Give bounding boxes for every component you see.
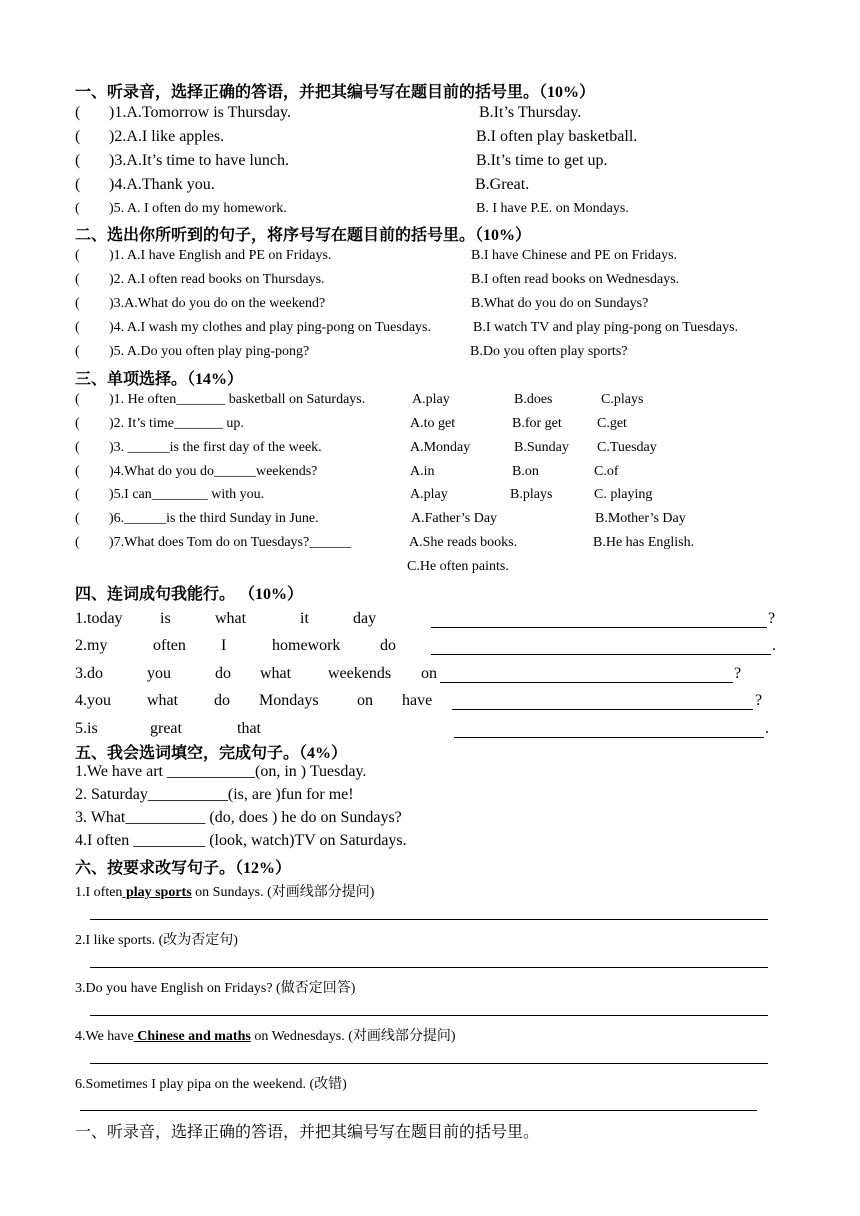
s4-q3-word: what (260, 665, 292, 682)
s3-q1: )1. He often_______ basketball on Saturdays. (109, 392, 366, 407)
s5-q2: 2. Saturday__________(is, are )fun for me! (75, 786, 354, 803)
s1-q5-b: B. I have P.E. on Mondays. (476, 201, 629, 216)
answer-line (90, 1015, 768, 1016)
s3-q3-c: C.Tuesday (597, 440, 657, 455)
s3-q6-a: A.Father’s Day (411, 511, 498, 526)
answer-line (90, 919, 768, 920)
paren: ( (75, 176, 81, 193)
s4-q5-word: 5.is (75, 720, 98, 737)
s3-q7: )7.What does Tom do on Tuesdays?______ (109, 535, 352, 550)
s1-q2-b: B.I often play basketball. (476, 128, 638, 145)
s6-q2: 2.I like sports. (改为否定句) (75, 933, 238, 948)
s1-q5-a: )5. A. I often do my homework. (109, 201, 287, 216)
s3-q1-c: C.plays (601, 392, 644, 407)
s6-q3: 3.Do you have English on Fridays? (做否定回答) (75, 981, 356, 996)
s1-q3-a: )3.A.It’s time to have lunch. (109, 152, 289, 169)
section-4-heading: 四、连词成句我能行。 （10%） (75, 586, 304, 603)
s2-q4-b: B.I watch TV and play ping-pong on Tuesdays. (473, 320, 739, 335)
answer-line (454, 737, 764, 738)
s4-q4-word: do (214, 692, 230, 709)
paren: ( (75, 416, 80, 431)
s4-q3-word: 3.do (75, 665, 103, 682)
s2-q5-b: B.Do you often play sports? (470, 344, 628, 359)
s2-q1-b: B.I have Chinese and PE on Fridays. (471, 248, 678, 263)
answer-line (80, 1110, 757, 1111)
paren: ( (75, 248, 80, 263)
paren: ( (75, 152, 81, 169)
s3-q4-a: A.in (410, 464, 435, 479)
s3-q7-c: C.He often paints. (407, 559, 509, 574)
paren: ( (75, 128, 81, 145)
s5-q1: 1.We have art ___________(on, in ) Tuesday. (75, 763, 367, 780)
s2-q1-a: )1. A.I have English and PE on Fridays. (109, 248, 332, 263)
s4-q2-end: . (772, 637, 776, 654)
s3-q2-a: A.to get (410, 416, 456, 431)
s3-q5-c: C. playing (594, 487, 653, 502)
s4-q4-word: Mondays (259, 692, 319, 709)
s1-q2-a: )2.A.I like apples. (109, 128, 225, 145)
footer-heading: 一、听录音，选择正确的答语，并把其编号写在题目前的括号里。 (75, 1124, 540, 1141)
s4-q4-word: 4.you (75, 692, 111, 709)
paren: ( (75, 320, 80, 335)
s4-q4-word: on (357, 692, 373, 709)
s4-q2-word: do (380, 637, 396, 654)
s4-q3-word: do (215, 665, 231, 682)
s3-q5-b: B.plays (510, 487, 553, 502)
answer-line (431, 654, 771, 655)
s4-q1-word: what (215, 610, 247, 627)
s2-q5-a: )5. A.Do you often play ping-pong? (109, 344, 310, 359)
s2-q3-b: B.What do you do on Sundays? (471, 296, 649, 311)
paren: ( (75, 201, 80, 216)
s6-q4-post: on Wednesdays. (对画线部分提问) (250, 1029, 456, 1044)
s4-q5-end: . (765, 720, 769, 737)
s3-q2: )2. It’s time_______ up. (109, 416, 244, 431)
s6-q1-pre: 1.I often (75, 885, 123, 900)
answer-line (90, 967, 768, 968)
s6-q4-pre: 4.We have (75, 1029, 134, 1044)
section-3-heading: 三、单项选择。（14%） (75, 371, 244, 388)
s4-q1-word: it (300, 610, 309, 627)
s4-q5-word: great (150, 720, 182, 737)
s2-q3-a: )3.A.What do you do on the weekend? (109, 296, 326, 311)
paren: ( (75, 104, 81, 121)
s6-q4-underlined: Chinese and maths (133, 1029, 251, 1044)
s4-q1-word: day (353, 610, 377, 627)
s3-q1-b: B.does (514, 392, 553, 407)
paren: ( (75, 344, 80, 359)
s3-q4: )4.What do you do______weekends? (109, 464, 318, 479)
s6-q1-post: on Sundays. (对画线部分提问) (191, 885, 375, 900)
s3-q7-b: B.He has English. (593, 535, 695, 550)
s3-q3-a: A.Monday (410, 440, 471, 455)
s2-q4-a: )4. A.I wash my clothes and play ping-pong on Tuesdays. (109, 320, 431, 335)
s1-q3-b: B.It’s time to get up. (476, 152, 608, 169)
s5-q3: 3. What__________ (do, does ) he do on Sundays? (75, 809, 402, 826)
s4-q2-word: homework (272, 637, 341, 654)
s4-q3-end: ? (734, 665, 742, 682)
paren: ( (75, 272, 80, 287)
s3-q5: )5.I can________ with you. (109, 487, 265, 502)
s6-q4 (75, 1025, 456, 1045)
s3-q1-a: A.play (412, 392, 450, 407)
s4-q3-word: weekends (328, 665, 392, 682)
s3-q4-c: C.of (594, 464, 619, 479)
paren: ( (75, 392, 80, 407)
paren: ( (75, 511, 80, 526)
s3-q3-b: B.Sunday (514, 440, 569, 455)
s3-q7-a: A.She reads books. (409, 535, 518, 550)
s3-q5-a: A.play (410, 487, 448, 502)
s4-q4-end: ? (755, 692, 763, 709)
s4-q3-word: you (147, 665, 171, 682)
s4-q4-word: what (147, 692, 179, 709)
paren: ( (75, 464, 80, 479)
s4-q2-word: 2.my (75, 637, 108, 654)
s2-q2-b: B.I often read books on Wednesdays. (471, 272, 680, 287)
answer-line (90, 1063, 768, 1064)
paren: ( (75, 535, 80, 550)
answer-line (431, 627, 767, 628)
s5-q4: 4.I often _________ (look, watch)TV on Saturdays. (75, 832, 407, 849)
s3-q6-b: B.Mother’s Day (595, 511, 686, 526)
section-2-heading: 二、选出你所听到的句子，将序号写在题目前的括号里。（10%） (75, 227, 532, 244)
s4-q1-word: 1.today (75, 610, 123, 627)
s4-q4-word: have (402, 692, 433, 709)
s3-q4-b: B.on (512, 464, 539, 479)
s6-q1-underlined: play sports (122, 885, 192, 900)
answer-line (452, 709, 753, 710)
s3-q6: )6.______is the third Sunday in June. (109, 511, 319, 526)
s1-q4-b: B.Great. (475, 176, 530, 193)
answer-line (440, 682, 733, 683)
paren: ( (75, 296, 80, 311)
s1-q1-a: )1.A.Tomorrow is Thursday. (109, 104, 291, 121)
s4-q2-word: often (153, 637, 186, 654)
s4-q1-word: is (160, 610, 171, 627)
s4-q3-word: on (421, 665, 437, 682)
s4-q1-end: ? (768, 610, 776, 627)
s3-q2-b: B.for get (512, 416, 562, 431)
section-6-heading: 六、按要求改写句子。（12%） (75, 860, 292, 877)
s1-q1-b: B.It’s Thursday. (479, 104, 582, 121)
s6-q6: 6.Sometimes I play pipa on the weekend. (改错) (75, 1077, 347, 1092)
paren: ( (75, 487, 80, 502)
s4-q2-word: I (221, 637, 227, 654)
s3-q3: )3. ______is the first day of the week. (109, 440, 322, 455)
s3-q2-c: C.get (597, 416, 627, 431)
s4-q5-word: that (237, 720, 261, 737)
s1-q4-a: )4.A.Thank you. (109, 176, 215, 193)
section-5-heading: 五、我会选词填空，完成句子。（4%） (75, 745, 348, 762)
s6-q1 (75, 881, 374, 901)
section-1-heading: 一、听录音，选择正确的答语，并把其编号写在题目前的括号里。（10%） (75, 84, 596, 101)
paren: ( (75, 440, 80, 455)
s2-q2-a: )2. A.I often read books on Thursdays. (109, 272, 325, 287)
